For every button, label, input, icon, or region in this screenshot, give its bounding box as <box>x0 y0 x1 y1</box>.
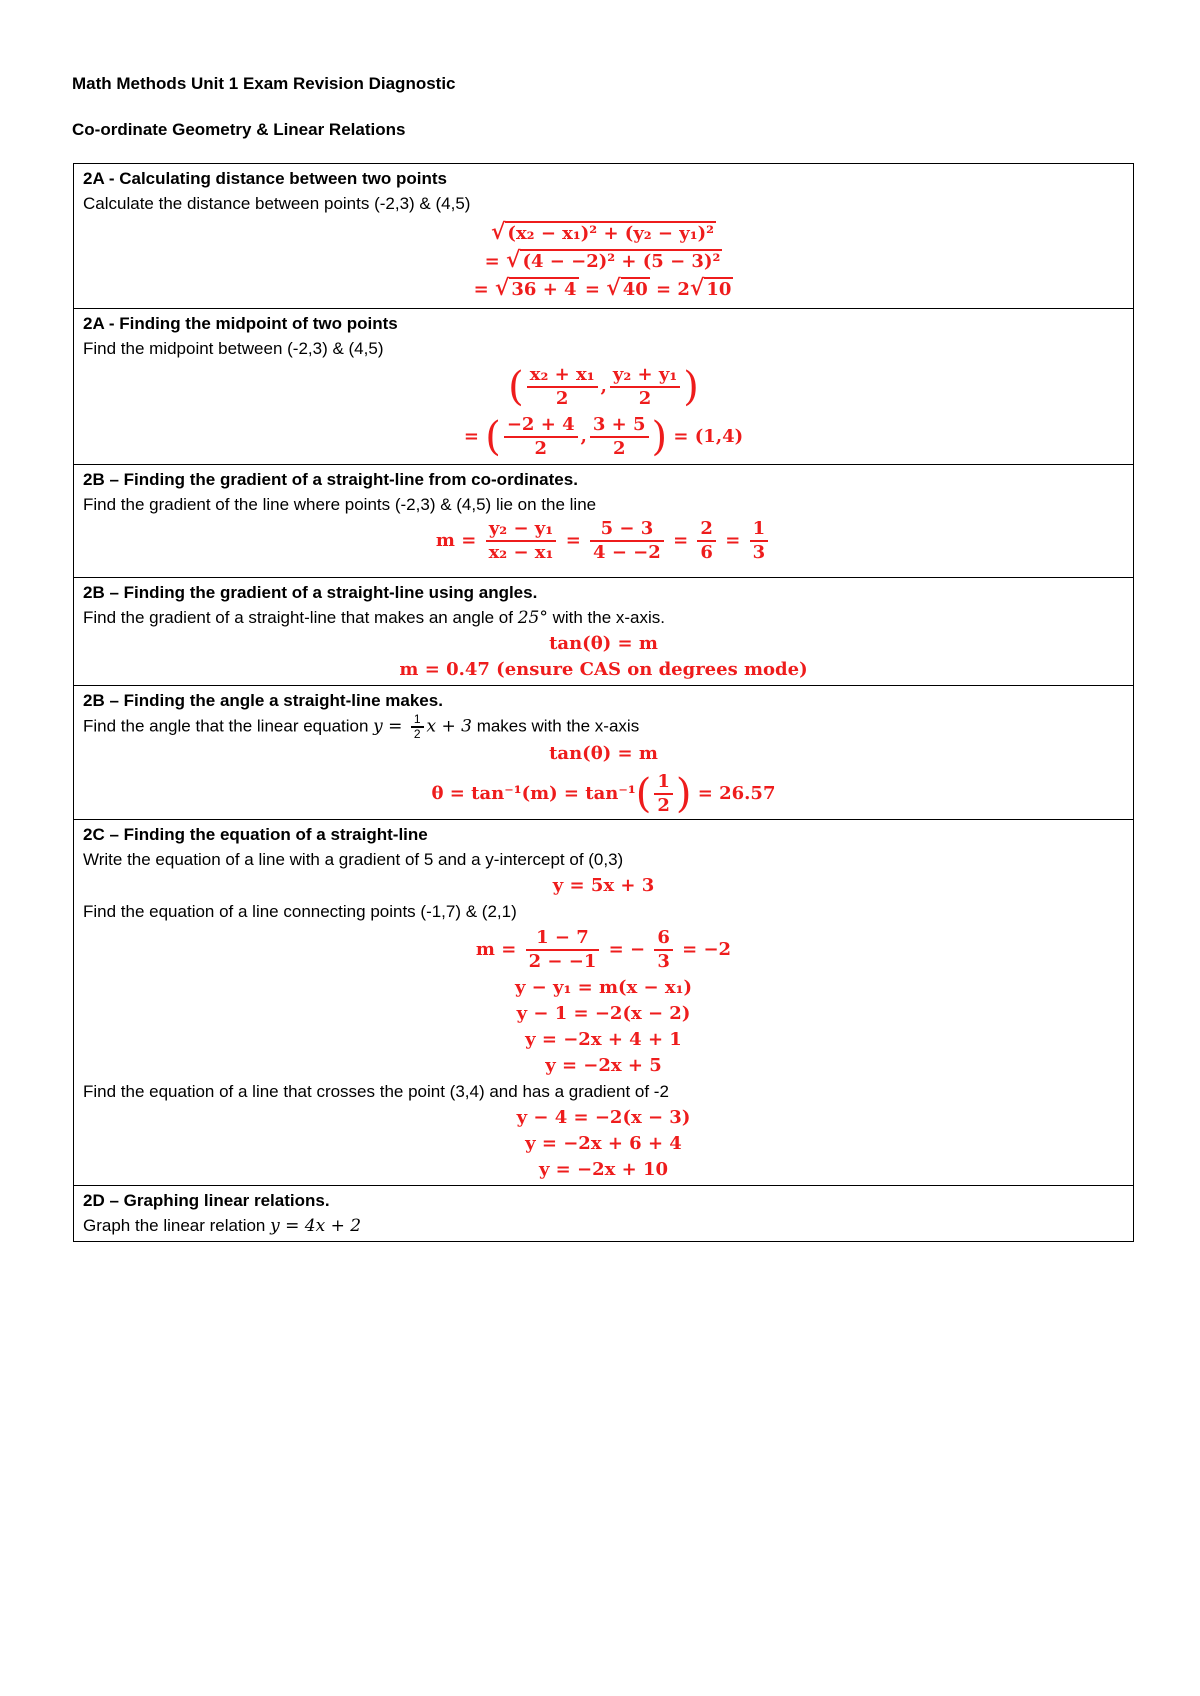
section-question: Find the gradient of a straight-line that makes an angle of 25° with the x-axis. <box>83 608 666 628</box>
section-heading: 2B – Finding the gradient of a straight-line using angles. <box>83 583 538 602</box>
section-heading: 2B – Finding the gradient of a straight-line from co-ordinates. <box>83 470 578 489</box>
section-question: Calculate the distance between points (-2,3) & (4,5) <box>83 194 471 213</box>
section-question: Find the angle that the linear equation y = $\frac{1}{2}$ x + 3 makes with the x-axis <box>83 712 640 741</box>
section-heading: 2B – Finding the angle a straight-line makes. <box>83 691 443 710</box>
section-question: Graph the linear relation y = 4x + 2 <box>83 1216 362 1236</box>
section-question: Write the equation of a line with a gradient of 5 and a y-intercept of (0,3) <box>83 850 624 869</box>
section-midpoint <box>74 309 1134 465</box>
section-heading: 2A - Calculating distance between two points <box>83 169 447 188</box>
section-heading: 2A - Finding the midpoint of two points <box>83 314 398 333</box>
section-question: Find the midpoint between (-2,3) & (4,5) <box>83 339 384 358</box>
document-subtitle: Co-ordinate Geometry & Linear Relations <box>72 120 406 139</box>
distance-substitution: (4 − −2)² + (5 − 3)² <box>522 251 721 272</box>
worked-solution: y = 5x + 3 <box>552 875 655 896</box>
worked-solution: tan(θ) = m m = 0.47 (ensure CAS on degrees mode) <box>399 633 808 680</box>
worked-solution: m = $\frac{1 - 7}{2 - -1}$ = − $\frac{6}{3}$ = −2 y − y₁ = m(x − x₁) y − 1 = −2(x − 2) y = −2x + 4 + 1 y = −2x + 5 <box>475 927 732 1076</box>
distance-formula: (x₂ − x₁)² + (y₂ − y₁)² <box>507 223 715 244</box>
section-heading: 2D – Graphing linear relations. <box>83 1191 330 1210</box>
section-gradient-coordinates <box>74 465 1134 578</box>
section-question: Find the equation of a line that crosses the point (3,4) and has a gradient of -2 <box>83 1082 669 1101</box>
worked-solution: ( $\frac{\text{x₂ + x₁}}{2}$ , $\frac{\text{y₂ + y₁}}{2}$ ) = ( $\frac{-2 + 4}{2}$ , $\frac{3 + 5}{2}$ ) = (1,4) <box>463 364 744 460</box>
section-angle-of-line <box>74 686 1134 820</box>
section-heading: 2C – Finding the equation of a straight-line <box>83 825 428 844</box>
angle-result: = 26.57 <box>691 783 776 804</box>
section-graphing <box>74 1186 1134 1242</box>
section-question: Find the equation of a line connecting points (-1,7) & (2,1) <box>83 902 517 921</box>
section-equation-of-line <box>74 820 1134 1186</box>
worked-solution: √ (x₂ − x₁)² + (y₂ − y₁)² = √ (4 − −2)² + (5 − 3)² = √ 36 + 4 = √ 40 = 2√ 10 <box>473 219 732 301</box>
section-question: Find the gradient of the line where points (-2,3) & (4,5) lie on the line <box>83 495 597 514</box>
distance-result: 10 <box>706 279 732 300</box>
document-title: Math Methods Unit 1 Exam Revision Diagnostic <box>72 74 456 93</box>
worked-solution: m = $\frac{\text{y₂ − y₁}}{\text{x₂ − x₁}}$ = $\frac{5 - 3}{4 - -2}$ = $\frac{2}{6}$ = $\frac{1}{3}$ <box>83 518 1124 564</box>
section-distance <box>74 164 1134 309</box>
midpoint-result: = (1,4) <box>667 426 744 447</box>
gradient-result: $\frac{1}{3}$ <box>750 518 769 564</box>
worked-solution: y − 4 = −2(x − 3) y = −2x + 6 + 4 y = −2x + 10 <box>516 1107 691 1180</box>
section-gradient-angles <box>74 578 1134 686</box>
worked-solution: tan(θ) = m θ = tan⁻¹(m) = tan⁻¹( $\frac{1}{2}$ ) = 26.57 <box>431 743 776 817</box>
sections-table <box>73 163 1134 1242</box>
